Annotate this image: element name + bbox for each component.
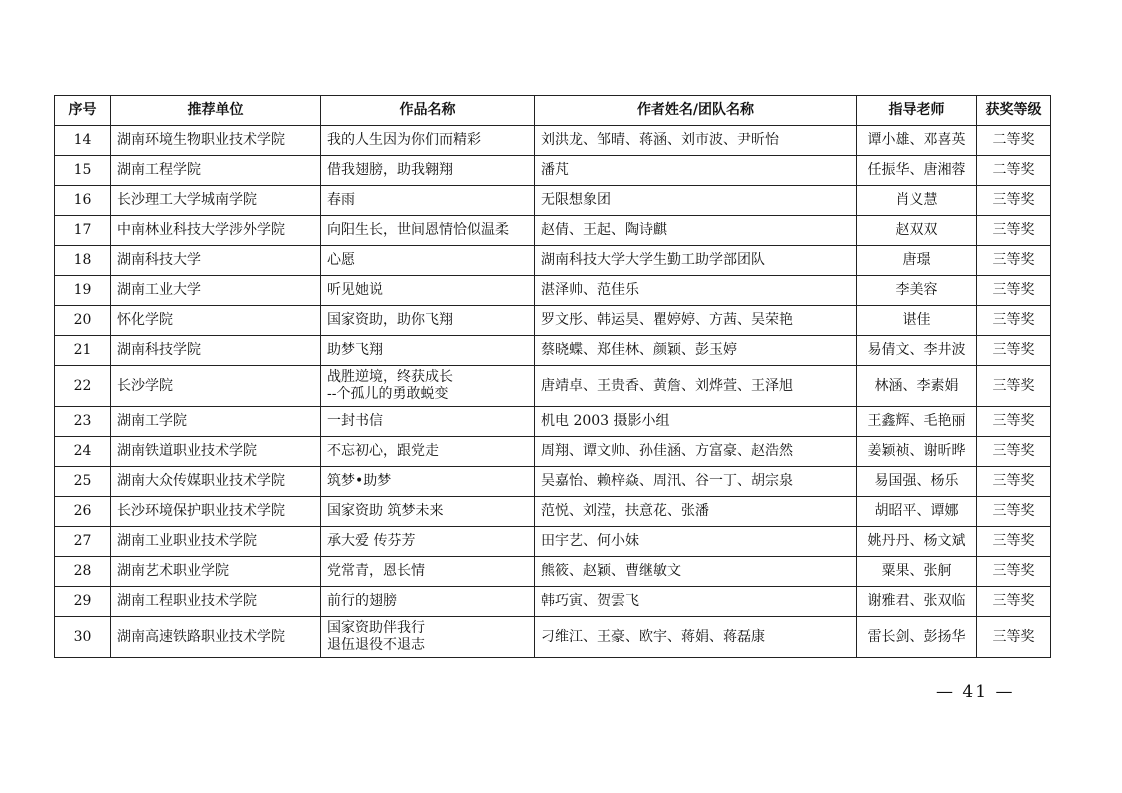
work-title-line: 党常青，恩长情 <box>327 563 425 579</box>
cell-work <box>321 186 535 216</box>
cell-teacher: 胡昭平、谭娜 <box>857 497 977 527</box>
work-title-line: 心愿 <box>327 252 355 268</box>
cell-teacher: 肖义慧 <box>857 186 977 216</box>
header-no: 序号 <box>55 96 111 126</box>
cell-no: 22 <box>55 366 111 407</box>
cell-unit: 湖南大众传媒职业技术学院 <box>111 467 321 497</box>
cell-unit: 湖南工学院 <box>111 407 321 437</box>
cell-work <box>321 407 535 437</box>
header-work: 作品名称 <box>321 96 535 126</box>
cell-teacher: 易倩文、李井波 <box>857 336 977 366</box>
cell-work <box>321 126 535 156</box>
cell-level: 三等奖 <box>977 587 1051 617</box>
cell-author: 吴嘉怡、赖梓焱、周汛、谷一丁、胡宗泉 <box>535 467 857 497</box>
work-title-line: 向阳生长，世间恩情恰似温柔 <box>327 222 509 238</box>
cell-level: 三等奖 <box>977 407 1051 437</box>
cell-author: 湛泽帅、范佳乐 <box>535 276 857 306</box>
cell-teacher: 谌佳 <box>857 306 977 336</box>
cell-unit: 湖南科技学院 <box>111 336 321 366</box>
cell-teacher: 李美容 <box>857 276 977 306</box>
table-row <box>55 587 1051 617</box>
cell-unit: 湖南铁道职业技术学院 <box>111 437 321 467</box>
cell-level: 三等奖 <box>977 497 1051 527</box>
cell-unit: 怀化学院 <box>111 306 321 336</box>
cell-no: 16 <box>55 186 111 216</box>
cell-author: 范悦、刘滢，扶意花、张潘 <box>535 497 857 527</box>
cell-level: 三等奖 <box>977 246 1051 276</box>
cell-teacher: 姚丹丹、杨文斌 <box>857 527 977 557</box>
table-row <box>55 246 1051 276</box>
cell-work <box>321 336 535 366</box>
cell-author: 刘洪龙、邹晴、蒋涵、刘市波、尹昕怡 <box>535 126 857 156</box>
page-number: — 41 — <box>936 682 1015 702</box>
cell-teacher: 任振华、唐湘蓉 <box>857 156 977 186</box>
cell-author: 蔡晓蝶、郑佳林、颜颖、彭玉婷 <box>535 336 857 366</box>
cell-work <box>321 617 535 658</box>
cell-unit: 长沙理工大学城南学院 <box>111 186 321 216</box>
table-row <box>55 276 1051 306</box>
table-row <box>55 336 1051 366</box>
cell-work <box>321 246 535 276</box>
work-title-line: 筑梦•助梦 <box>327 473 392 489</box>
work-title-line: 不忘初心，跟党走 <box>327 443 439 459</box>
work-title-line: 听见她说 <box>327 282 383 298</box>
cell-level: 三等奖 <box>977 186 1051 216</box>
cell-teacher: 王鑫辉、毛艳丽 <box>857 407 977 437</box>
cell-work <box>321 467 535 497</box>
cell-no: 14 <box>55 126 111 156</box>
cell-no: 29 <box>55 587 111 617</box>
cell-work <box>321 366 535 407</box>
table-row <box>55 306 1051 336</box>
header-level: 获奖等级 <box>977 96 1051 126</box>
cell-no: 23 <box>55 407 111 437</box>
cell-unit: 湖南艺术职业学院 <box>111 557 321 587</box>
work-title-line: 我的人生因为你们而精彩 <box>327 132 481 148</box>
table-row <box>55 557 1051 587</box>
cell-no: 26 <box>55 497 111 527</box>
header-unit: 推荐单位 <box>111 96 321 126</box>
cell-level: 三等奖 <box>977 336 1051 366</box>
work-title-line: 春雨 <box>327 192 355 208</box>
cell-teacher: 易国强、杨乐 <box>857 467 977 497</box>
cell-level: 二等奖 <box>977 126 1051 156</box>
work-title-line: 战胜逆境，终获成长 <box>327 369 453 385</box>
cell-teacher: 姜颖祯、谢昕晔 <box>857 437 977 467</box>
work-title-line: 国家资助，助你飞翔 <box>327 312 453 328</box>
cell-work <box>321 557 535 587</box>
cell-teacher: 粟果、张舸 <box>857 557 977 587</box>
cell-no: 25 <box>55 467 111 497</box>
cell-unit: 长沙学院 <box>111 366 321 407</box>
cell-no: 30 <box>55 617 111 658</box>
cell-author: 刁维江、王豪、欧宇、蒋娟、蒋磊康 <box>535 617 857 658</box>
table-row <box>55 437 1051 467</box>
cell-unit: 湖南工程学院 <box>111 156 321 186</box>
cell-no: 21 <box>55 336 111 366</box>
cell-author: 湖南科技大学大学生勤工助学部团队 <box>535 246 857 276</box>
cell-no: 18 <box>55 246 111 276</box>
cell-work <box>321 306 535 336</box>
table-header-row <box>55 96 1051 126</box>
table-row <box>55 497 1051 527</box>
cell-unit: 湖南科技大学 <box>111 246 321 276</box>
cell-work <box>321 156 535 186</box>
cell-unit: 湖南工程职业技术学院 <box>111 587 321 617</box>
cell-unit: 中南林业科技大学涉外学院 <box>111 216 321 246</box>
cell-unit: 湖南工业大学 <box>111 276 321 306</box>
work-title-line: 助梦飞翔 <box>327 342 383 358</box>
cell-teacher: 雷长剑、彭扬华 <box>857 617 977 658</box>
cell-author: 周翔、谭文帅、孙佳涵、方富豪、赵浩然 <box>535 437 857 467</box>
cell-unit: 湖南工业职业技术学院 <box>111 527 321 557</box>
cell-author: 机电 2003 摄影小组 <box>535 407 857 437</box>
cell-work <box>321 276 535 306</box>
work-title-line: 国家资助伴我行 <box>327 620 425 636</box>
cell-author: 田宇艺、何小妹 <box>535 527 857 557</box>
cell-level: 三等奖 <box>977 437 1051 467</box>
header-author: 作者姓名/团队名称 <box>535 96 857 126</box>
cell-author: 罗文彤、韩运昊、瞿婷婷、方茜、吴荣艳 <box>535 306 857 336</box>
table-row <box>55 366 1051 407</box>
table-row <box>55 186 1051 216</box>
cell-level: 三等奖 <box>977 617 1051 658</box>
work-title-line: 退伍退役不退志 <box>327 637 425 653</box>
cell-work <box>321 497 535 527</box>
cell-work <box>321 527 535 557</box>
cell-work <box>321 587 535 617</box>
cell-teacher: 唐璟 <box>857 246 977 276</box>
cell-teacher: 林涵、李素娟 <box>857 366 977 407</box>
cell-author: 赵倩、王起、陶诗麒 <box>535 216 857 246</box>
cell-no: 27 <box>55 527 111 557</box>
cell-level: 三等奖 <box>977 306 1051 336</box>
work-title-line: 前行的翅膀 <box>327 593 397 609</box>
cell-author: 熊筱、赵颖、曹继敏文 <box>535 557 857 587</box>
cell-work <box>321 216 535 246</box>
cell-no: 20 <box>55 306 111 336</box>
cell-author: 潘芃 <box>535 156 857 186</box>
cell-level: 二等奖 <box>977 156 1051 186</box>
header-teacher: 指导老师 <box>857 96 977 126</box>
cell-level: 三等奖 <box>977 467 1051 497</box>
table-row <box>55 527 1051 557</box>
cell-level: 三等奖 <box>977 276 1051 306</box>
table-row <box>55 467 1051 497</box>
cell-author: 韩巧寅、贺雲飞 <box>535 587 857 617</box>
table-row <box>55 407 1051 437</box>
work-title-line: 借我翅膀，助我翱翔 <box>327 162 453 178</box>
work-title-line: 国家资助 筑梦未来 <box>327 503 444 519</box>
table-row <box>55 216 1051 246</box>
cell-level: 三等奖 <box>977 366 1051 407</box>
cell-author: 无限想象团 <box>535 186 857 216</box>
cell-no: 15 <box>55 156 111 186</box>
table-row <box>55 617 1051 658</box>
cell-no: 19 <box>55 276 111 306</box>
cell-unit: 湖南环境生物职业技术学院 <box>111 126 321 156</box>
cell-teacher: 谢雅君、张双临 <box>857 587 977 617</box>
cell-unit: 长沙环境保护职业技术学院 <box>111 497 321 527</box>
cell-teacher: 赵双双 <box>857 216 977 246</box>
cell-no: 17 <box>55 216 111 246</box>
cell-author: 唐靖卓、王贵香、黄詹、刘烨萱、王泽旭 <box>535 366 857 407</box>
cell-work <box>321 437 535 467</box>
work-title-line: 承大爱 传芬芳 <box>327 533 416 549</box>
table-row <box>55 126 1051 156</box>
cell-unit: 湖南高速铁路职业技术学院 <box>111 617 321 658</box>
cell-level: 三等奖 <box>977 527 1051 557</box>
work-title-line: 一封书信 <box>327 413 383 429</box>
awards-table <box>54 95 1051 658</box>
work-title-line: --个孤儿的勇敢蜕变 <box>327 386 449 402</box>
cell-level: 三等奖 <box>977 216 1051 246</box>
cell-teacher: 谭小雄、邓喜英 <box>857 126 977 156</box>
cell-no: 28 <box>55 557 111 587</box>
table-body <box>55 126 1051 658</box>
cell-level: 三等奖 <box>977 557 1051 587</box>
cell-no: 24 <box>55 437 111 467</box>
table-row <box>55 156 1051 186</box>
